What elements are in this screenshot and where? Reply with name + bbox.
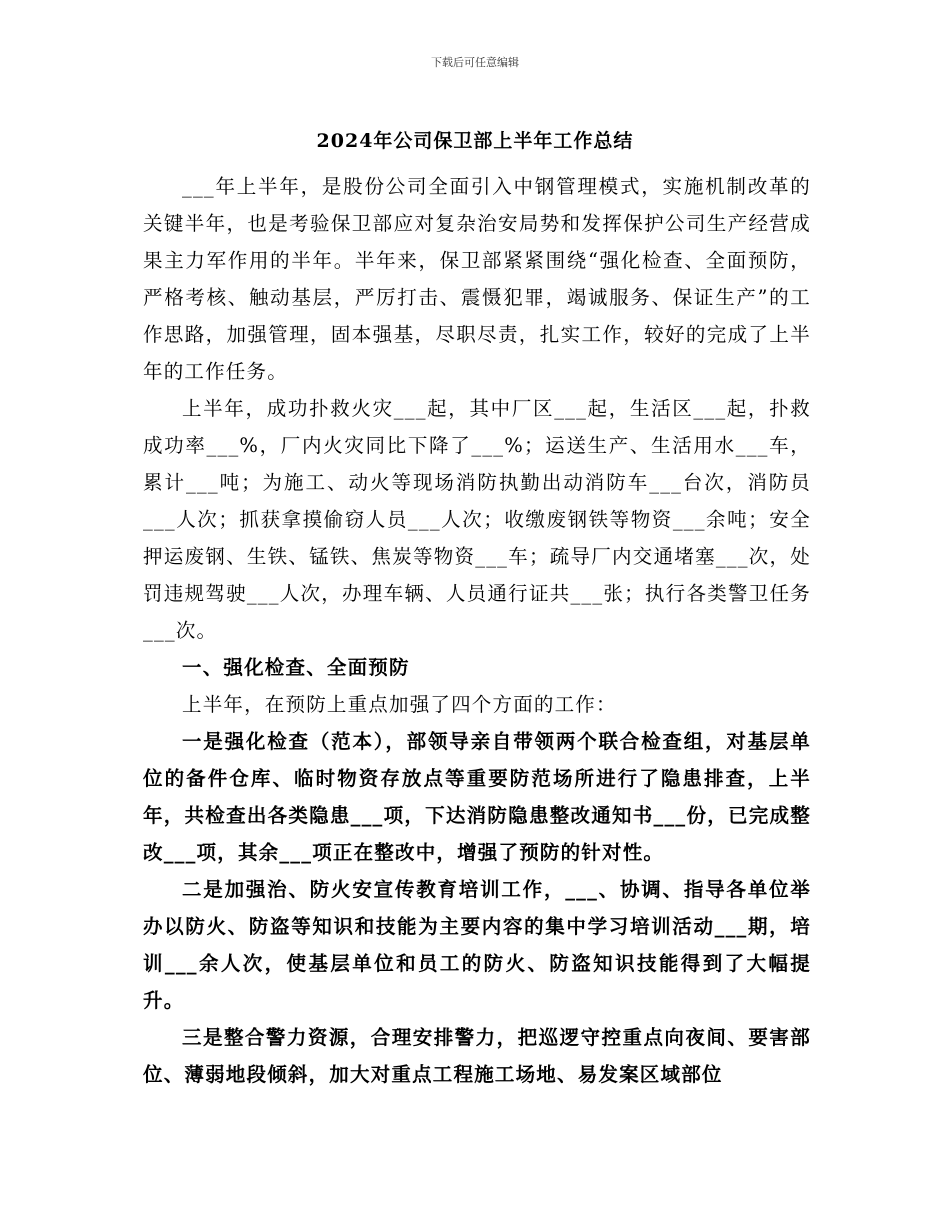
paragraph-statistics: 上半年，成功扑救火灾___起，其中厂区___起，生活区___起，扑救成功率___%，厂内火灾同比下降了___%；运送生产、生活用水___车，累计___吨；为施工、动火等现场消防执勤出动消防车___台次，消防员___人次；抓获拿摸偷窃人员___人次；收缴废钢铁等物资___余吨；安全押运废钢、生铁、锰铁、焦炭等物资___车；疏导厂内交通堵塞___次，处罚违规驾驶___人次，办理车辆、人员通行证共___张；执行各类警卫任务___次。 (143, 397, 811, 642)
paragraph-point-1: 一是强化检查（范本），部领导亲自带领两个联合检查组，对基层单位的备件仓库、临时物资存放点等重要防范场所进行了隐患排查，上半年，共检查出各类隐患___项，下达消防隐患整改通知书___份，已完成整改___项，其余___项正在整改中，增强了预防的针对性。 (143, 730, 811, 864)
header-note: 下载后可任意编辑 (431, 56, 519, 69)
paragraph-section-lead: 上半年，在预防上重点加强了四个方面的工作： (182, 693, 617, 716)
document-title: 2024年公司保卫部上半年工作总结 (316, 130, 634, 152)
document-body (143, 168, 811, 1093)
paragraph-point-3: 三是整合警力资源，合理安排警力，把巡逻守控重点向夜间、要害部位、薄弱地段倾斜，加大对重点工程施工场地、易发案区域部位 (143, 1026, 811, 1086)
paragraph-intro: ___年上半年，是股份公司全面引入中钢管理模式，实施机制改革的关键半年，也是考验保卫部应对复杂治安局势和发挥保护公司生产经营成果主力军作用的半年。半年来，保卫部紧紧围绕“强化检查、全面预防，严格考核、触动基层，严厉打击、震慑犯罪，竭诚服务、保证生产”的工作思路，加强管理，固本强基，尽职尽责，扎实工作，较好的完成了上半年的工作任务。 (143, 175, 811, 383)
section-heading-1: 一、强化检查、全面预防 (182, 656, 410, 679)
paragraph-point-2: 二是加强治、防火安宣传教育培训工作，___、协调、指导各单位举办以防火、防盗等知识和技能为主要内容的集中学习培训活动___期，培训___余人次，使基层单位和员工的防火、防盗知识技能得到了大幅提升。 (143, 878, 811, 1012)
